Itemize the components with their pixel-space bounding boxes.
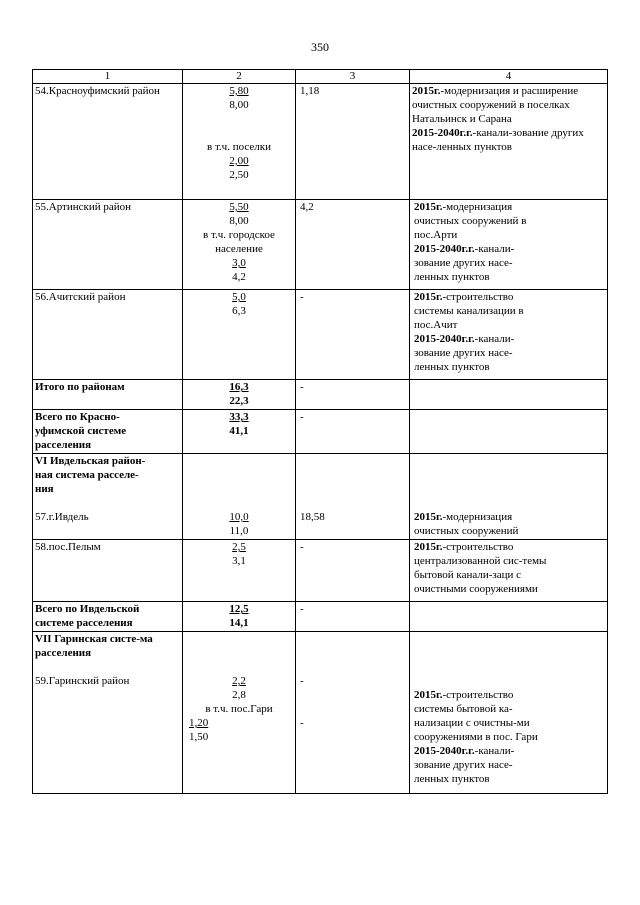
sewerage-table <box>32 69 608 794</box>
row-name: VII Гаринская систе-ма расселения 59.Гаринский район <box>33 632 183 794</box>
section-title: ния <box>35 483 54 495</box>
row-name: Итого по районам <box>33 380 183 410</box>
value-2015: 33,3 <box>229 411 249 423</box>
period-label: 2015-2040г.г. <box>412 127 473 139</box>
capacity-cell: - <box>296 602 410 632</box>
column-header-1: 1 <box>33 70 183 84</box>
period-label: 2015г. <box>414 291 443 303</box>
measure-text: очистными сооружениями <box>414 583 538 595</box>
measure-text: -модернизация <box>442 201 513 213</box>
capacity-cell: - <box>296 290 410 380</box>
section-title: VII Гаринская систе-ма <box>35 633 153 645</box>
capacity-cell: 18,58 <box>296 454 410 540</box>
value-2015: 2,2 <box>232 675 246 687</box>
measure-text: ленных пунктов <box>414 361 490 373</box>
value-2040: 8,00 <box>229 215 249 227</box>
measure-text: -канали- <box>474 243 515 255</box>
sub-label: в т.ч. поселки <box>207 141 271 153</box>
measure-text: ленных пунктов <box>414 773 490 785</box>
value-2015: 12,5 <box>229 603 249 615</box>
sub-value-2015: 1,20 <box>189 717 209 729</box>
period-label: 2015г. <box>414 201 443 213</box>
volume-cell <box>183 290 296 380</box>
sub-value-2040: 1,50 <box>189 731 209 743</box>
measure-text: -канали-зование других насе-ленных пунктов <box>412 127 584 153</box>
period-label: 2015г. <box>414 541 443 553</box>
measure-text: системы канализации в <box>414 305 524 317</box>
sub-label: население <box>215 243 263 255</box>
row-name: 56.Ачитский район <box>33 290 183 380</box>
capacity-cell: - <box>296 410 410 454</box>
measure-text: ленных пунктов <box>414 271 490 283</box>
value-2040: 11,0 <box>229 525 249 537</box>
value-2040: 3,1 <box>232 555 246 567</box>
capacity-cell: 1,18 <box>296 84 410 200</box>
page-number: 350 <box>311 40 329 54</box>
measure-text: очистных сооружений в <box>414 215 527 227</box>
capacity-cell: - - <box>296 632 410 794</box>
table-row <box>33 380 608 410</box>
volume-cell <box>183 602 296 632</box>
value-2040: 8,00 <box>229 99 249 111</box>
value-2040: 22,3 <box>229 395 249 407</box>
period-label: 2015-2040г.г. <box>414 243 475 255</box>
sub-value-2015: 2,00 <box>229 155 249 167</box>
row-name: VI Ивдельская район- ная система расселе- ния 57.г.Ивдель <box>33 454 183 540</box>
period-label: 2015-2040г.г. <box>414 745 475 757</box>
table-row <box>33 410 608 454</box>
value-2015: 5,0 <box>232 291 246 303</box>
measure-text: централизованной сис-темы <box>414 555 547 567</box>
sub-label: в т.ч. городское <box>203 229 275 241</box>
measure-text: -канали- <box>474 745 515 757</box>
measure-text: системы бытовой ка- <box>414 703 513 715</box>
measures-cell <box>410 410 608 454</box>
value-2040: 14,1 <box>229 617 249 629</box>
period-label: 2015-2040г.г. <box>414 333 475 345</box>
measures-cell <box>410 380 608 410</box>
measure-text: очистных сооружений <box>414 525 519 537</box>
sub-value-2040: 2,50 <box>229 169 249 181</box>
capacity-cell: 4,2 <box>296 200 410 290</box>
measure-text: -канали- <box>474 333 515 345</box>
measure-text: бытовой канали-заци с <box>414 569 522 581</box>
sub-label: в т.ч. пос.Гари <box>205 703 273 715</box>
value-2015: 5,80 <box>229 85 249 97</box>
volume-cell <box>183 540 296 602</box>
table-row <box>33 200 608 290</box>
measure-text: зование других насе- <box>414 257 513 269</box>
row-name: Всего по Красно- уфимской системе расселения <box>33 410 183 454</box>
column-header-2: 2 <box>183 70 296 84</box>
sub-value-2015: 3,0 <box>232 257 246 269</box>
row-name: 55.Артинский район <box>33 200 183 290</box>
measure-text: сооружениями в пос. Гари <box>414 731 538 743</box>
measure-text: -модернизация и расширение очистных сооружений в поселках Натальинск и Сарана <box>412 85 579 125</box>
period-label: 2015г. <box>414 689 443 701</box>
measures-cell <box>410 200 608 290</box>
capacity-cell: - <box>296 380 410 410</box>
row-name: Всего по Ивдельской системе расселения <box>33 602 183 632</box>
volume-cell <box>183 632 296 794</box>
section-title: VI Ивдельская район- <box>35 455 146 467</box>
column-header-4: 4 <box>410 70 608 84</box>
measure-text: -строительство <box>442 541 514 553</box>
row-name: 58.пос.Пелым <box>33 540 183 602</box>
table-row <box>33 454 608 540</box>
value-2015: 10,0 <box>229 511 249 523</box>
measure-text: нализации с очистны-ми <box>414 717 530 729</box>
measure-text: -строительство <box>442 291 514 303</box>
measures-cell <box>410 632 608 794</box>
value-2015: 5,50 <box>229 201 249 213</box>
value-2015: 16,3 <box>229 381 249 393</box>
volume-cell <box>183 380 296 410</box>
value-2015: 2,5 <box>232 541 246 553</box>
measures-cell <box>410 602 608 632</box>
section-title: расселения <box>35 647 92 659</box>
measure-text: -модернизация <box>442 511 513 523</box>
table-row <box>33 602 608 632</box>
period-label: 2015г. <box>414 511 443 523</box>
column-header-3: 3 <box>296 70 410 84</box>
row-name: 54.Красноуфимский район <box>33 84 183 200</box>
table-row <box>33 290 608 380</box>
volume-cell <box>183 454 296 540</box>
table-header-row <box>33 70 608 84</box>
table-row <box>33 632 608 794</box>
sub-value-2040: 4,2 <box>232 271 246 283</box>
volume-cell <box>183 410 296 454</box>
measures-cell <box>410 290 608 380</box>
value-2040: 6,3 <box>232 305 246 317</box>
value-2040: 41,1 <box>229 425 249 437</box>
measures-cell <box>410 540 608 602</box>
volume-cell <box>183 200 296 290</box>
measure-text: зование других насе- <box>414 759 513 771</box>
section-title: ная система расселе- <box>35 469 139 481</box>
capacity-cell: - <box>296 540 410 602</box>
measure-text: зование других насе- <box>414 347 513 359</box>
measure-text: -строительство <box>442 689 514 701</box>
value-2040: 2,8 <box>232 689 246 701</box>
measures-cell <box>410 84 608 200</box>
period-label: 2015г. <box>412 85 441 97</box>
volume-cell <box>183 84 296 200</box>
table-row <box>33 84 608 200</box>
table-row <box>33 540 608 602</box>
measure-text: пос.Арти <box>414 229 458 241</box>
measures-cell <box>410 454 608 540</box>
measure-text: пос.Ачит <box>414 319 458 331</box>
